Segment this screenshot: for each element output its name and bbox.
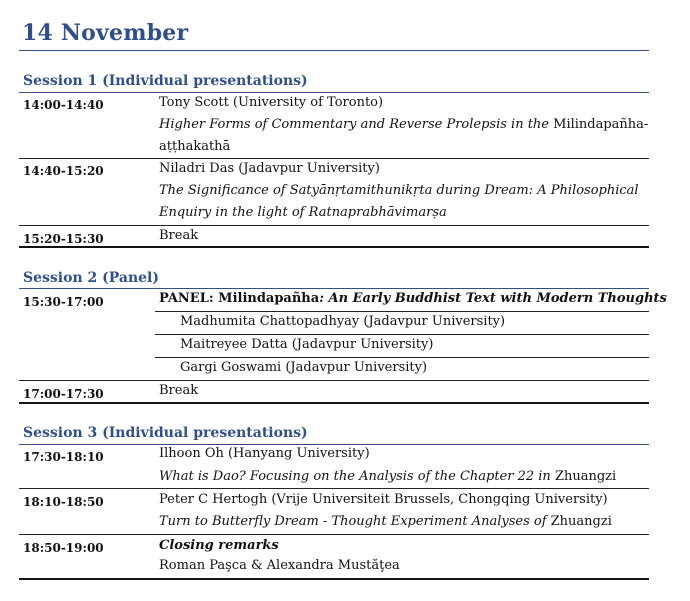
panel-title-bolditalic: : An Early Buddhist Text with Modern Thoughts bbox=[319, 291, 667, 306]
break-label: Break bbox=[159, 383, 199, 398]
talk-title: The Significance of Satyānṛtamithunikṛta during Dream: A Philosophical bbox=[159, 183, 639, 198]
slot-time: 17:30-18:10 bbox=[23, 450, 104, 464]
slot-time: 18:10-18:50 bbox=[23, 495, 104, 509]
day-divider bbox=[19, 50, 649, 51]
talk-title-italic: Turn to Butterfly Dream - Thought Experiment Analyses of bbox=[159, 514, 547, 529]
panel-member: Madhumita Chattopadhyay (Jadavpur University) bbox=[180, 314, 506, 329]
talk-title bbox=[159, 117, 648, 132]
session-1-title: Session 1 (Individual presentations) bbox=[23, 73, 308, 89]
talk-title-rest: Milindapañha- bbox=[549, 117, 649, 132]
panel-divider bbox=[155, 334, 649, 335]
speaker: Ilhoon Oh (Hanyang University) bbox=[159, 446, 370, 461]
session-3-rule bbox=[19, 444, 649, 445]
talk-title-rest: Zhuangzi bbox=[550, 469, 617, 484]
session-end-rule bbox=[19, 402, 649, 404]
speaker: Niladri Das (Jadavpur University) bbox=[159, 161, 380, 176]
panel-member: Maitreyee Datta (Jadavpur University) bbox=[180, 337, 434, 352]
panel-title-bold: PANEL: Milindapañha bbox=[159, 291, 320, 306]
speaker: Peter C Hertogh (Vrije Universiteit Brussels, Chongqing University) bbox=[159, 492, 608, 507]
slot-time: 18:50-19:00 bbox=[23, 541, 104, 555]
talk-title bbox=[159, 514, 612, 529]
talk-title-italic: What is Dao? Focusing on the Analysis of the Chapter 22 in bbox=[159, 469, 551, 484]
talk-title bbox=[159, 469, 616, 484]
slot-time: 17:00-17:30 bbox=[23, 387, 104, 401]
row-divider bbox=[19, 380, 649, 381]
row-divider bbox=[19, 534, 649, 535]
closing-remarks-label: Closing remarks bbox=[159, 538, 279, 553]
row-divider bbox=[19, 488, 649, 489]
row-divider bbox=[19, 225, 649, 226]
session-end-rule bbox=[19, 578, 649, 580]
session-1-rule bbox=[19, 92, 649, 93]
speaker: Tony Scott (University of Toronto) bbox=[159, 95, 384, 110]
slot-time: 14:00-14:40 bbox=[23, 98, 104, 112]
slot-time: 15:30-17:00 bbox=[23, 295, 104, 309]
panel-member: Gargi Goswami (Jadavpur University) bbox=[180, 360, 428, 375]
day-title: 14 November bbox=[22, 20, 189, 46]
speaker: Roman Paşca & Alexandra Mustăţea bbox=[159, 558, 400, 573]
row-divider bbox=[19, 158, 649, 159]
talk-title-italic: Higher Forms of Commentary and Reverse Prolepsis in the bbox=[159, 117, 549, 132]
session-2-title: Session 2 (Panel) bbox=[23, 270, 159, 286]
talk-title-continued: aṭṭhakathā bbox=[159, 139, 231, 154]
talk-title-continued: Enquiry in the light of Ratnaprabhāvimarṣa bbox=[159, 205, 447, 220]
break-label: Break bbox=[159, 228, 199, 243]
session-2-rule bbox=[19, 288, 649, 289]
talk-title-rest: Zhuangzi bbox=[546, 514, 612, 529]
slot-time: 15:20-15:30 bbox=[23, 232, 104, 246]
panel-divider bbox=[155, 311, 649, 312]
session-3-title: Session 3 (Individual presentations) bbox=[23, 425, 308, 441]
slot-time: 14:40-15:20 bbox=[23, 164, 104, 178]
session-end-rule bbox=[19, 246, 649, 248]
panel-divider bbox=[155, 357, 649, 358]
panel-title bbox=[159, 291, 667, 306]
